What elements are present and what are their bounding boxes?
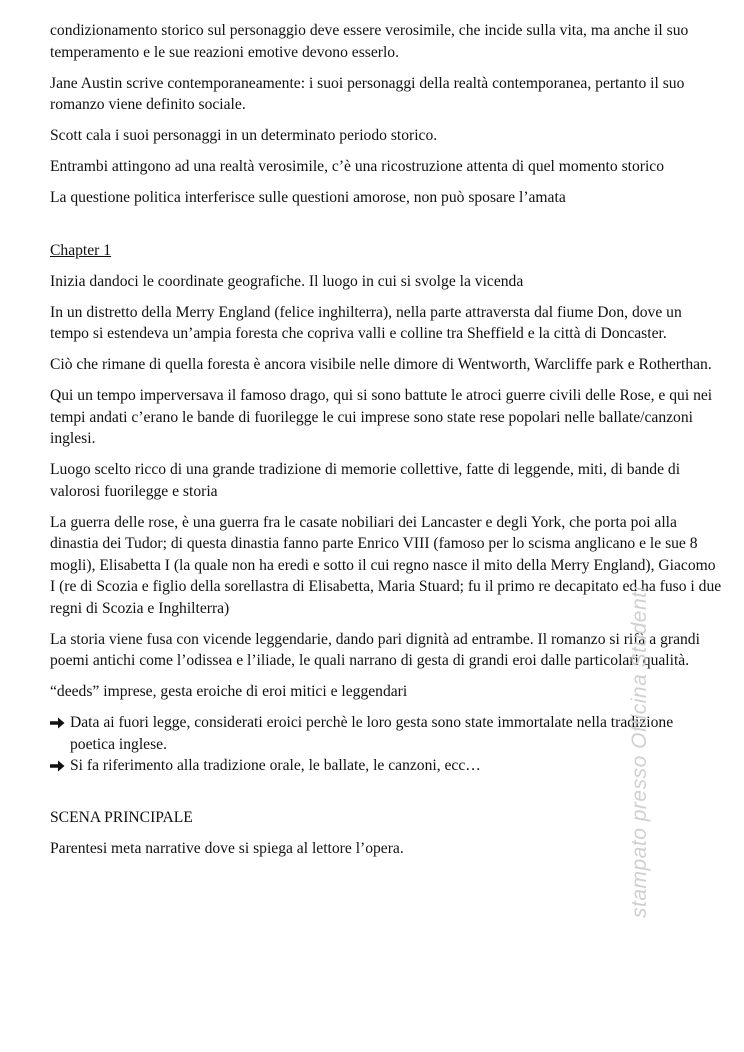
paragraph: In un distretto della Merry England (felice inghilterra), nella parte attraversta dal fiume Don, dove un tempo si estendeva un’ampia foresta che copriva valli e colline tra Sheffield e la città di Doncaster.	[50, 303, 682, 342]
paragraph: La guerra delle rose, è una guerra fra le casate nobiliari dei Lancaster e degli York, che porta poi alla dinastia dei Tudor; di questa dinastia fanno parte Enrico VIII (famoso per lo scisma anglicano e le sue 8 mogli), Elisabetta I (la quale non ha eredi e sotto il cui regno nasce il mito della Merry England), Giacomo I (re di Scozia e figlio della sorellastra di Elisabetta, Maria Stuard; fu il primo re decapitato ed ha fuso i due regni di Scozia e Inghilterra)	[50, 513, 722, 617]
right-arrow-icon	[50, 712, 70, 755]
list-item-text: Data ai fuori legge, considerati eroici perchè le loro gesta sono state immortalate nella tradizione poetica inglese.	[70, 714, 674, 753]
list-item-text: Si fa riferimento alla tradizione orale, le ballate, le canzoni, ecc…	[70, 757, 481, 774]
paragraph: Luogo scelto ricco di una grande tradizione di memorie collettive, fatte di leggende, miti, di bande di valorosi fuorilegge e storia	[50, 461, 681, 500]
right-arrow-icon	[50, 755, 70, 777]
paragraph: Jane Austin scrive contemporaneamente: i suoi personaggi della realtà contemporanea, pertanto il suo romanzo viene definito sociale.	[50, 74, 685, 113]
document-page	[50, 20, 722, 869]
paragraph: La questione politica interferisce sulle questioni amorose, non può sposare l’amata	[50, 189, 566, 206]
paragraph: Qui un tempo imperversava il famoso drago, qui si sono battute le atroci guerre civili delle Rose, e qui nei tempi andati c’erano le bande di fuorilegge le cui imprese sono state rese popolari nelle ballate/canzoni inglesi.	[50, 387, 713, 447]
paragraph: Scott cala i suoi personaggi in un determinato periodo storico.	[50, 127, 438, 144]
watermark: stampato presso Officina Studenti	[628, 586, 651, 918]
paragraph: “deeds” imprese, gesta eroiche di eroi mitici e leggendari	[50, 683, 408, 700]
paragraph: Parentesi meta narrative dove si spiega al lettore l’opera.	[50, 839, 404, 857]
paragraph: Inizia dandoci le coordinate geografiche. Il luogo in cui si svolge la vicenda	[50, 272, 524, 290]
blank-line	[50, 777, 722, 807]
blank-line	[50, 218, 722, 240]
paragraph: condizionamento storico sul personaggio deve essere verosimile, che incide sulla vita, ma anche il suo temperamento e le sue reazioni emotive devono esserlo.	[50, 22, 689, 61]
list-item	[50, 755, 722, 777]
section-heading: SCENA PRINCIPALE	[50, 808, 193, 826]
paragraph: Entrambi attingono ad una realtà verosimile, c’è una ricostruzione attenta di quel momento storico	[50, 158, 665, 175]
paragraph: Ciò che rimane di quella foresta è ancora visibile nelle dimore di Wentworth, Warcliffe park e Rotherthan.	[50, 356, 712, 373]
list-item	[50, 712, 722, 755]
chapter-heading: Chapter 1	[50, 241, 112, 259]
paragraph: La storia viene fusa con vicende leggendarie, dando pari dignità ad entrambe. Il romanzo si rifà a grandi poemi antichi come l’odissea e l’iliade, le quali narrano di gesta di grandi eroi dalle particolari qualità.	[50, 630, 700, 669]
